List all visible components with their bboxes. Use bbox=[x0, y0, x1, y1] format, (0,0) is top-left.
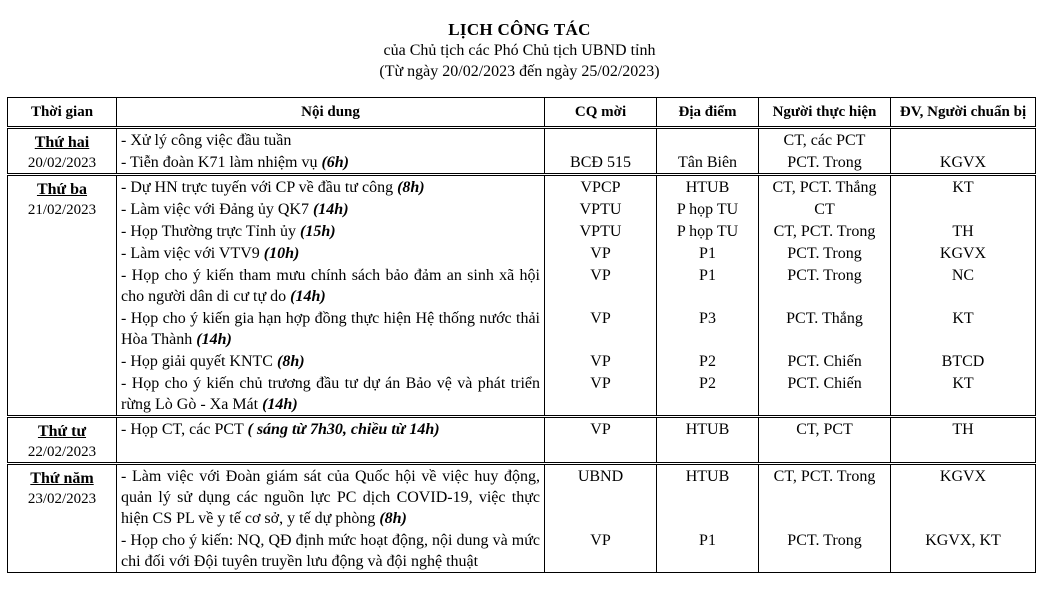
invite-value bbox=[545, 242, 656, 264]
task-content-cell bbox=[117, 175, 545, 417]
person-value bbox=[759, 198, 890, 220]
task-text: - Làm việc với Đoàn giám sát của Quốc hội về việc huy động, quản lý sử dụng các nguồn lực PC dịch COVID-19, việc thực hiện CS PL về y tế cơ sở, y tế dự phòng bbox=[121, 468, 540, 527]
invite-value bbox=[545, 129, 656, 151]
person-text: PCT. Trong bbox=[787, 267, 862, 284]
day-date: 23/02/2023 bbox=[27, 491, 97, 507]
prep-text: KGVX bbox=[939, 154, 987, 171]
prep-text: KT bbox=[952, 179, 974, 196]
place-value bbox=[657, 307, 758, 350]
place-value bbox=[657, 242, 758, 264]
invite-value bbox=[545, 176, 656, 198]
task-time: (14h) bbox=[290, 288, 326, 305]
task-time: (14h) bbox=[196, 331, 232, 348]
person-text: PCT. Chiến bbox=[787, 353, 862, 370]
place-text: P họp TU bbox=[676, 201, 739, 218]
person-cell bbox=[759, 175, 891, 417]
task-item bbox=[117, 264, 544, 307]
prep-value bbox=[891, 465, 1035, 529]
col-content: Nội dung bbox=[117, 98, 545, 128]
person-value bbox=[759, 350, 890, 372]
prep-value bbox=[891, 307, 1035, 350]
task-text: - Tiễn đoàn K71 làm nhiệm vụ bbox=[121, 154, 318, 171]
place-value bbox=[657, 264, 758, 307]
invite-text: VP bbox=[590, 421, 611, 438]
place-cell bbox=[657, 128, 759, 175]
place-text: HTUB bbox=[685, 468, 730, 485]
prep-text: KGVX, KT bbox=[925, 532, 1001, 549]
doc-period: (Từ ngày 20/02/2023 đến ngày 25/02/2023) bbox=[379, 63, 660, 80]
person-text: CT, các PCT bbox=[783, 132, 866, 149]
prep-text: KGVX bbox=[939, 468, 987, 485]
person-value bbox=[759, 242, 890, 264]
col-place: Địa điểm bbox=[657, 98, 759, 128]
day-date: 21/02/2023 bbox=[27, 202, 97, 218]
day-name: Thứ ba bbox=[36, 181, 88, 198]
task-text: - Làm việc với VTV9 bbox=[121, 245, 260, 262]
task-time: (10h) bbox=[263, 245, 300, 262]
invite-text: VP bbox=[590, 245, 611, 262]
task-text: - Họp Thường trực Tỉnh ủy bbox=[121, 223, 296, 240]
prep-value bbox=[891, 220, 1035, 242]
day-group bbox=[8, 175, 1036, 417]
invite-text: VP bbox=[590, 532, 611, 549]
person-value bbox=[759, 418, 890, 440]
task-time: (8h) bbox=[397, 179, 425, 196]
person-value bbox=[759, 220, 890, 242]
person-value bbox=[759, 264, 890, 307]
prep-value bbox=[891, 529, 1035, 572]
task-text: - Họp cho ý kiến chủ trương đầu tư dự án Bảo vệ và phát triển rừng Lò Gò - Xa Mát bbox=[121, 375, 540, 413]
place-cell bbox=[657, 175, 759, 417]
prep-text: BTCD bbox=[941, 353, 985, 370]
invite-value bbox=[545, 198, 656, 220]
prep-value bbox=[891, 198, 1035, 220]
invite-text: VP bbox=[590, 267, 611, 284]
task-content-cell bbox=[117, 417, 545, 464]
col-person: Người thực hiện bbox=[759, 98, 891, 128]
place-value bbox=[657, 198, 758, 220]
prep-text: KGVX bbox=[939, 245, 987, 262]
task-item bbox=[117, 307, 544, 350]
task-time: (8h) bbox=[276, 353, 305, 370]
invite-value bbox=[545, 350, 656, 372]
person-text: CT, PCT. Trong bbox=[773, 223, 876, 240]
task-item bbox=[117, 151, 544, 173]
person-text: CT bbox=[814, 201, 835, 218]
task-text: - Xử lý công việc đầu tuần bbox=[121, 132, 292, 149]
task-content-cell bbox=[117, 128, 545, 175]
person-value bbox=[759, 372, 890, 415]
task-item bbox=[117, 220, 544, 242]
person-cell bbox=[759, 464, 891, 573]
person-text: PCT. Thắng bbox=[786, 310, 863, 327]
invite-value bbox=[545, 529, 656, 572]
prep-cell bbox=[891, 128, 1036, 175]
day-date: 20/02/2023 bbox=[27, 155, 97, 171]
place-value bbox=[657, 372, 758, 415]
task-text: - Họp cho ý kiến: NQ, QĐ định mức hoạt động, nội dung và mức chi đối với Đội tuyên truyền lưu động và đội nghệ thuật bbox=[121, 532, 540, 570]
prep-value bbox=[891, 350, 1035, 372]
prep-text: TH bbox=[952, 421, 974, 438]
day-cell bbox=[8, 464, 117, 573]
person-cell bbox=[759, 417, 891, 464]
place-cell bbox=[657, 417, 759, 464]
prep-value bbox=[891, 129, 1035, 151]
invite-cell bbox=[545, 464, 657, 573]
place-value bbox=[657, 151, 758, 173]
place-text: P2 bbox=[699, 375, 716, 392]
task-item bbox=[117, 176, 544, 198]
place-value bbox=[657, 465, 758, 529]
prep-value bbox=[891, 264, 1035, 307]
day-row bbox=[8, 464, 1036, 573]
invite-text: VPTU bbox=[579, 223, 622, 240]
prep-cell bbox=[891, 464, 1036, 573]
invite-value bbox=[545, 264, 656, 307]
invite-text: VPCP bbox=[580, 179, 621, 196]
person-value bbox=[759, 465, 890, 529]
day-row bbox=[8, 175, 1036, 417]
prep-value bbox=[891, 176, 1035, 198]
person-text: CT, PCT. Thắng bbox=[772, 179, 877, 196]
day-cell bbox=[8, 128, 117, 175]
task-text: - Dự HN trực tuyến với CP về đầu tư công bbox=[121, 179, 394, 196]
day-cell bbox=[8, 417, 117, 464]
invite-text: VPTU bbox=[579, 201, 622, 218]
place-text: P3 bbox=[699, 310, 716, 327]
place-value bbox=[657, 418, 758, 440]
day-date: 22/02/2023 bbox=[27, 444, 97, 460]
day-name: Thứ tư bbox=[37, 423, 87, 440]
place-text: HTUB bbox=[685, 179, 730, 196]
person-value bbox=[759, 307, 890, 350]
task-item bbox=[117, 242, 544, 264]
day-name: Thứ năm bbox=[30, 470, 94, 487]
task-item bbox=[117, 198, 544, 220]
day-group bbox=[8, 464, 1036, 573]
place-text: P họp TU bbox=[676, 223, 739, 240]
day-group bbox=[8, 417, 1036, 464]
task-item bbox=[117, 129, 544, 151]
invite-value bbox=[545, 418, 656, 440]
invite-value bbox=[545, 307, 656, 350]
invite-value bbox=[545, 465, 656, 529]
place-cell bbox=[657, 464, 759, 573]
place-value bbox=[657, 529, 758, 572]
prep-value bbox=[891, 242, 1035, 264]
task-text: - Họp CT, các PCT bbox=[121, 421, 244, 438]
task-content-cell bbox=[117, 464, 545, 573]
place-value bbox=[657, 220, 758, 242]
task-text: - Làm việc với Đảng ủy QK7 bbox=[121, 201, 309, 218]
person-text: PCT. Trong bbox=[787, 532, 862, 549]
day-name: Thứ hai bbox=[34, 134, 90, 151]
prep-text: KT bbox=[952, 375, 974, 392]
invite-value bbox=[545, 220, 656, 242]
col-time: Thời gian bbox=[8, 98, 117, 128]
person-value bbox=[759, 176, 890, 198]
task-time: (8h) bbox=[379, 510, 407, 527]
task-time: (15h) bbox=[299, 223, 336, 240]
person-value bbox=[759, 151, 890, 173]
invite-value bbox=[545, 151, 656, 173]
invite-text: VP bbox=[590, 353, 611, 370]
invite-cell bbox=[545, 175, 657, 417]
place-value bbox=[657, 350, 758, 372]
person-text: PCT. Chiến bbox=[787, 375, 862, 392]
invite-text: VP bbox=[590, 310, 611, 327]
task-time: (14h) bbox=[262, 396, 298, 413]
day-group bbox=[8, 128, 1036, 175]
day-cell bbox=[8, 175, 117, 417]
place-value bbox=[657, 176, 758, 198]
task-item bbox=[117, 372, 544, 415]
task-item bbox=[117, 529, 544, 572]
person-text: PCT. Trong bbox=[787, 154, 862, 171]
invite-text: BCĐ 515 bbox=[570, 154, 631, 171]
task-time: (6h) bbox=[321, 154, 349, 171]
prep-cell bbox=[891, 417, 1036, 464]
invite-cell bbox=[545, 128, 657, 175]
prep-text: KT bbox=[952, 310, 974, 327]
person-value bbox=[759, 529, 890, 572]
person-value bbox=[759, 129, 890, 151]
prep-value bbox=[891, 151, 1035, 173]
doc-title: LỊCH CÔNG TÁC bbox=[448, 20, 591, 39]
col-prep: ĐV, Người chuẩn bị bbox=[891, 98, 1036, 128]
task-item bbox=[117, 418, 544, 440]
place-text: P1 bbox=[699, 532, 716, 549]
place-text: HTUB bbox=[685, 421, 730, 438]
place-text: P1 bbox=[699, 245, 716, 262]
place-text: P1 bbox=[699, 267, 716, 284]
place-value bbox=[657, 129, 758, 151]
place-text: Tân Biên bbox=[677, 154, 738, 171]
day-row bbox=[8, 417, 1036, 464]
day-row bbox=[8, 128, 1036, 175]
person-cell bbox=[759, 128, 891, 175]
place-text: P2 bbox=[699, 353, 716, 370]
task-text: - Họp cho ý kiến gia hạn hợp đồng thực hiện Hệ thống nước thải Hòa Thành bbox=[121, 310, 540, 348]
prep-cell bbox=[891, 175, 1036, 417]
invite-cell bbox=[545, 417, 657, 464]
prep-text: TH bbox=[952, 223, 974, 240]
task-item bbox=[117, 465, 544, 529]
person-text: CT, PCT bbox=[796, 421, 853, 438]
prep-text: NC bbox=[951, 267, 975, 284]
invite-text: UBND bbox=[577, 468, 624, 485]
task-text: - Họp giải quyết KNTC bbox=[121, 353, 273, 370]
invite-value bbox=[545, 372, 656, 415]
task-item bbox=[117, 350, 544, 372]
header-row bbox=[8, 98, 1036, 128]
person-text: CT, PCT. Trong bbox=[773, 468, 876, 485]
task-time: ( sáng từ 7h30, chiều từ 14h) bbox=[247, 421, 440, 438]
schedule-table bbox=[7, 97, 1036, 573]
prep-value bbox=[891, 372, 1035, 415]
person-text: PCT. Trong bbox=[787, 245, 862, 262]
task-time: (14h) bbox=[312, 201, 349, 218]
invite-text: VP bbox=[590, 375, 611, 392]
doc-subtitle: của Chủ tịch các Phó Chủ tịch UBND tỉnh bbox=[383, 42, 656, 59]
col-invite: CQ mời bbox=[545, 98, 657, 128]
task-text: - Họp cho ý kiến tham mưu chính sách bảo đảm an sinh xã hội cho người dân di cư tự do bbox=[121, 267, 540, 305]
prep-value bbox=[891, 418, 1035, 440]
